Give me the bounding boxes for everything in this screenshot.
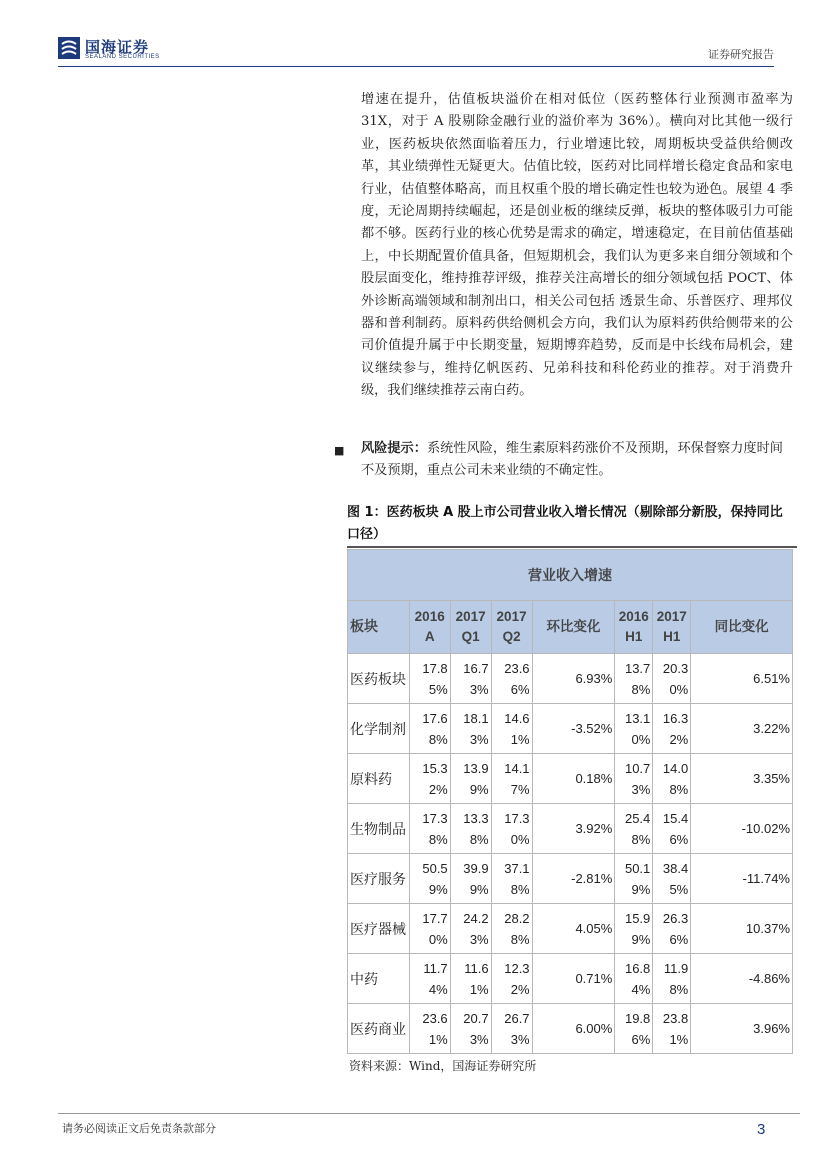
revenue-growth-table <box>347 549 793 1054</box>
value-2016h1-cell: 50.1 9% <box>615 854 653 904</box>
value-2017q1-cell: 11.6 1% <box>450 954 491 1004</box>
footer-divider <box>58 1113 800 1114</box>
value-2017q2-cell: 37.1 8% <box>491 854 532 904</box>
value-2017q1-cell: 20.7 3% <box>450 1004 491 1054</box>
sealand-logo-icon <box>58 37 80 59</box>
value-2016h1-cell: 15.9 9% <box>615 904 653 954</box>
qoq-change-cell: -2.81% <box>532 854 615 904</box>
qoq-change-cell: 3.92% <box>532 804 615 854</box>
table-row <box>348 754 793 804</box>
value-2016a-cell: 23.6 1% <box>409 1004 450 1054</box>
value-2016h1-cell: 19.8 6% <box>615 1004 653 1054</box>
qoq-change-cell: 0.71% <box>532 954 615 1004</box>
yoy-change-cell: 3.96% <box>691 1004 793 1054</box>
value-2017q2-cell: 23.6 6% <box>491 654 532 704</box>
value-2017q1-cell: 16.7 3% <box>450 654 491 704</box>
value-2016h1-cell: 10.7 3% <box>615 754 653 804</box>
logo-english-name: SEALAND SECURITIES <box>85 54 160 60</box>
value-2017q1-cell: 39.9 9% <box>450 854 491 904</box>
value-2017h1-cell: 16.3 2% <box>653 704 691 754</box>
value-2016a-cell: 17.7 0% <box>409 904 450 954</box>
table-header-row <box>348 601 793 654</box>
table-row <box>348 1004 793 1054</box>
sector-name-cell: 中药 <box>348 954 410 1004</box>
body-paragraph: 增速在提升，估值板块溢价在相对低位（医药整体行业预测市盈率为 31X，对于 A 股剔除金融行业的溢价率为 36%）。横向对比其他一级行业，医药板块依然面临着压力，行业增速比较，周期板块受益供给侧改革，其业绩弹性无疑更大。估值比较，医药对比同样增长稳定食品和家电行业，估值整体略高，而且权重个股的增长确定性也较为逊色。展望 4 季度，无论周期持续崛起，还是创业板的继续反弹，板块的整体吸引力可能都不够。医药行业的核心优势是需求的确定，增速稳定，在目前估值基础上，中长期配置价值具备，但短期机会，我们认为更多来自细分领域和个股层面变化，维持推荐评级，推荐关注高增长的细分领域包括 POCT、体外诊断高端领域和制剂出口，相关公司包括 透景生命、乐普医疗、理邦仪器和普利制药。原料药供给侧机会方向，我们认为原料药供给侧带来的公司价值提升属于中长期变量，短期博弈趋势，反而是中长线布局机会，建议继续参与，维持亿帆医药、兄弟科技和科伦药业的推荐。对于消费升级，我们继续推荐云南白药。 <box>361 92 793 399</box>
page-header <box>58 34 774 66</box>
sector-name-cell: 医疗服务 <box>348 854 410 904</box>
value-2016a-cell: 17.3 8% <box>409 804 450 854</box>
figure-title: 图 1：医药板块 A 股上市公司营业收入增长情况（剔除部分新股，保持同比口径） <box>347 505 783 542</box>
yoy-change-cell: 3.35% <box>691 754 793 804</box>
value-2017q1-cell: 13.9 9% <box>450 754 491 804</box>
figure-rule <box>347 546 797 548</box>
risk-warning <box>334 438 794 483</box>
value-2017h1-cell: 14.0 8% <box>653 754 691 804</box>
value-2017h1-cell: 23.8 1% <box>653 1004 691 1054</box>
value-2017h1-cell: 15.4 6% <box>653 804 691 854</box>
sector-name-cell: 生物制品 <box>348 804 410 854</box>
table-row <box>348 954 793 1004</box>
sector-name-cell: 医药板块 <box>348 654 410 704</box>
logo-chinese-name: 国海证券 <box>85 38 150 56</box>
table-row <box>348 854 793 904</box>
value-2017q2-cell: 14.6 1% <box>491 704 532 754</box>
value-2017q1-cell: 13.3 8% <box>450 804 491 854</box>
value-2016h1-cell: 13.1 0% <box>615 704 653 754</box>
yoy-change-cell: 6.51% <box>691 654 793 704</box>
header-2016h1: 2016 H1 <box>615 601 653 654</box>
value-2017q2-cell: 28.2 8% <box>491 904 532 954</box>
risk-text: 系统性风险，维生素原料药涨价不及预期，环保督察力度时间不及预期，重点公司未来业绩的不确定性。 <box>361 441 783 479</box>
table-title-row <box>348 550 793 601</box>
sector-name-cell: 医药商业 <box>348 1004 410 1054</box>
table-row <box>348 654 793 704</box>
yoy-change-cell: 3.22% <box>691 704 793 754</box>
table-row <box>348 904 793 954</box>
qoq-change-cell: 6.93% <box>532 654 615 704</box>
value-2016h1-cell: 25.4 8% <box>615 804 653 854</box>
header-2017h1: 2017 H1 <box>653 601 691 654</box>
value-2017q1-cell: 18.1 3% <box>450 704 491 754</box>
yoy-change-cell: 10.37% <box>691 904 793 954</box>
header-2017q1: 2017 Q1 <box>450 601 491 654</box>
header-sector: 板块 <box>348 601 410 654</box>
header-2017q2: 2017 Q2 <box>491 601 532 654</box>
value-2017q2-cell: 17.3 0% <box>491 804 532 854</box>
value-2016h1-cell: 13.7 8% <box>615 654 653 704</box>
yoy-change-cell: -11.74% <box>691 854 793 904</box>
qoq-change-cell: -3.52% <box>532 704 615 754</box>
header-yoy-change: 同比变化 <box>691 601 793 654</box>
value-2016a-cell: 15.3 2% <box>409 754 450 804</box>
data-source: 资料来源：Wind，国海证券研究所 <box>349 1059 537 1073</box>
table-row <box>348 704 793 754</box>
table-row <box>348 804 793 854</box>
table-body <box>348 654 793 1054</box>
qoq-change-cell: 6.00% <box>532 1004 615 1054</box>
table-title: 营业收入增速 <box>348 550 793 601</box>
value-2017h1-cell: 11.9 8% <box>653 954 691 1004</box>
page-number: 3 <box>757 1121 766 1138</box>
value-2016a-cell: 11.7 4% <box>409 954 450 1004</box>
qoq-change-cell: 0.18% <box>532 754 615 804</box>
header-qoq-change: 环比变化 <box>532 601 615 654</box>
sector-name-cell: 化学制剂 <box>348 704 410 754</box>
header-divider <box>58 66 774 67</box>
value-2016a-cell: 17.8 5% <box>409 654 450 704</box>
qoq-change-cell: 4.05% <box>532 904 615 954</box>
footer-disclaimer: 请务必阅读正文后免责条款部分 <box>62 1122 216 1135</box>
value-2017q2-cell: 14.1 7% <box>491 754 532 804</box>
sector-name-cell: 原料药 <box>348 754 410 804</box>
bullet-square-icon: ■ <box>334 444 345 457</box>
value-2016a-cell: 17.6 8% <box>409 704 450 754</box>
value-2017q2-cell: 12.3 2% <box>491 954 532 1004</box>
value-2017h1-cell: 20.3 0% <box>653 654 691 704</box>
header-2016a: 2016 A <box>409 601 450 654</box>
report-type-label: 证券研究报告 <box>708 48 774 61</box>
value-2017h1-cell: 38.4 5% <box>653 854 691 904</box>
yoy-change-cell: -4.86% <box>691 954 793 1004</box>
value-2016a-cell: 50.5 9% <box>409 854 450 904</box>
value-2017h1-cell: 26.3 6% <box>653 904 691 954</box>
value-2016h1-cell: 16.8 4% <box>615 954 653 1004</box>
value-2017q1-cell: 24.2 3% <box>450 904 491 954</box>
yoy-change-cell: -10.02% <box>691 804 793 854</box>
risk-label: 风险提示： <box>361 441 427 456</box>
value-2017q2-cell: 26.7 3% <box>491 1004 532 1054</box>
sector-name-cell: 医疗器械 <box>348 904 410 954</box>
